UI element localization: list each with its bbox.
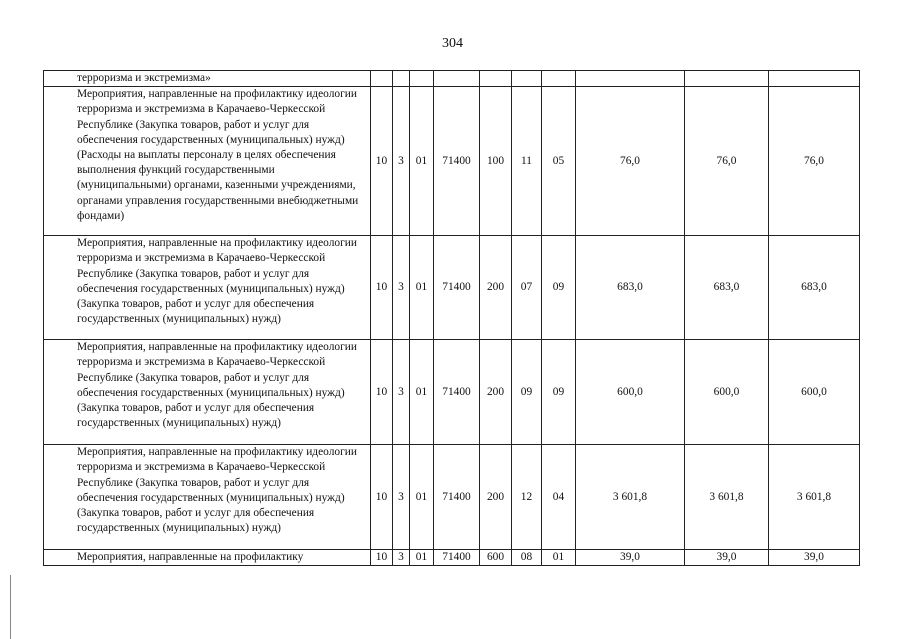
table-row (44, 340, 860, 445)
code-cell: 600 (480, 550, 512, 566)
code-cell: 01 (410, 236, 434, 340)
code-cell (512, 71, 542, 87)
code-cell: 01 (410, 550, 434, 566)
code-cell: 01 (410, 340, 434, 445)
code-cell: 200 (480, 445, 512, 550)
amount-cell: 600,0 (769, 340, 860, 445)
code-cell (371, 71, 393, 87)
code-cell: 3 (393, 236, 410, 340)
code-cell: 01 (410, 87, 434, 236)
code-cell: 08 (512, 550, 542, 566)
amount-cell (685, 71, 769, 87)
table-row (44, 550, 860, 566)
code-cell: 07 (512, 236, 542, 340)
code-cell: 71400 (434, 550, 480, 566)
amount-cell: 39,0 (685, 550, 769, 566)
table-row (44, 71, 860, 87)
code-cell: 10 (371, 550, 393, 566)
code-cell: 01 (542, 550, 576, 566)
code-cell: 200 (480, 236, 512, 340)
code-cell: 71400 (434, 236, 480, 340)
code-cell: 10 (371, 87, 393, 236)
code-cell: 3 (393, 87, 410, 236)
table-row (44, 445, 860, 550)
amount-cell: 3 601,8 (576, 445, 685, 550)
amount-cell: 600,0 (685, 340, 769, 445)
code-cell: 3 (393, 550, 410, 566)
amount-cell: 3 601,8 (685, 445, 769, 550)
code-cell (542, 71, 576, 87)
budget-table (43, 70, 860, 566)
row-description: терроризма и экстремизма» (44, 71, 371, 87)
row-description: Мероприятия, направленные на профилактику идеологии терроризма и экстремизма в Карачаево-Черкесской Республике (Закупка товаров, работ и услуг для обеспечения государственных (муниципальных) нужд) (Закупка товаров, работ и услуг для обеспечения государственных (муниципальных) нужд) (44, 340, 371, 445)
table-row (44, 236, 860, 340)
amount-cell: 76,0 (685, 87, 769, 236)
code-cell: 71400 (434, 340, 480, 445)
code-cell: 3 (393, 340, 410, 445)
code-cell: 12 (512, 445, 542, 550)
amount-cell (576, 71, 685, 87)
page-number: 304 (442, 36, 463, 51)
code-cell: 200 (480, 340, 512, 445)
amount-cell: 600,0 (576, 340, 685, 445)
code-cell: 100 (480, 87, 512, 236)
code-cell: 05 (542, 87, 576, 236)
amount-cell: 76,0 (769, 87, 860, 236)
row-description: Мероприятия, направленные на профилактику (44, 550, 371, 566)
amount-cell: 683,0 (576, 236, 685, 340)
code-cell: 11 (512, 87, 542, 236)
code-cell: 09 (512, 340, 542, 445)
table-row (44, 87, 860, 236)
code-cell: 10 (371, 445, 393, 550)
amount-cell: 39,0 (769, 550, 860, 566)
amount-cell: 683,0 (685, 236, 769, 340)
amount-cell: 76,0 (576, 87, 685, 236)
code-cell: 10 (371, 340, 393, 445)
code-cell (393, 71, 410, 87)
code-cell: 3 (393, 445, 410, 550)
code-cell: 09 (542, 340, 576, 445)
code-cell: 01 (410, 445, 434, 550)
code-cell: 71400 (434, 87, 480, 236)
row-description: Мероприятия, направленные на профилактику идеологии терроризма и экстремизма в Карачаево-Черкесской Республике (Закупка товаров, работ и услуг для обеспечения государственных (муниципальных) нужд) (Расходы на выплаты персоналу в целях обеспечения выполнения функций государственными (муниципальными) органами, казенными учреждениями, органами управления государственными внебюджетными фондами) (44, 87, 371, 236)
amount-cell: 3 601,8 (769, 445, 860, 550)
amount-cell (769, 71, 860, 87)
code-cell: 09 (542, 236, 576, 340)
amount-cell: 683,0 (769, 236, 860, 340)
code-cell (480, 71, 512, 87)
amount-cell: 39,0 (576, 550, 685, 566)
code-cell: 10 (371, 236, 393, 340)
scan-edge-line (10, 575, 11, 639)
row-description: Мероприятия, направленные на профилактику идеологии терроризма и экстремизма в Карачаево-Черкесской Республике (Закупка товаров, работ и услуг для обеспечения государственных (муниципальных) нужд) (Закупка товаров, работ и услуг для обеспечения государственных (муниципальных) нужд) (44, 445, 371, 550)
row-description: Мероприятия, направленные на профилактику идеологии терроризма и экстремизма в Карачаево-Черкесской Республике (Закупка товаров, работ и услуг для обеспечения государственных (муниципальных) нужд) (Закупка товаров, работ и услуг для обеспечения государственных (муниципальных) нужд) (44, 236, 371, 340)
code-cell (410, 71, 434, 87)
code-cell: 04 (542, 445, 576, 550)
code-cell (434, 71, 480, 87)
code-cell: 71400 (434, 445, 480, 550)
